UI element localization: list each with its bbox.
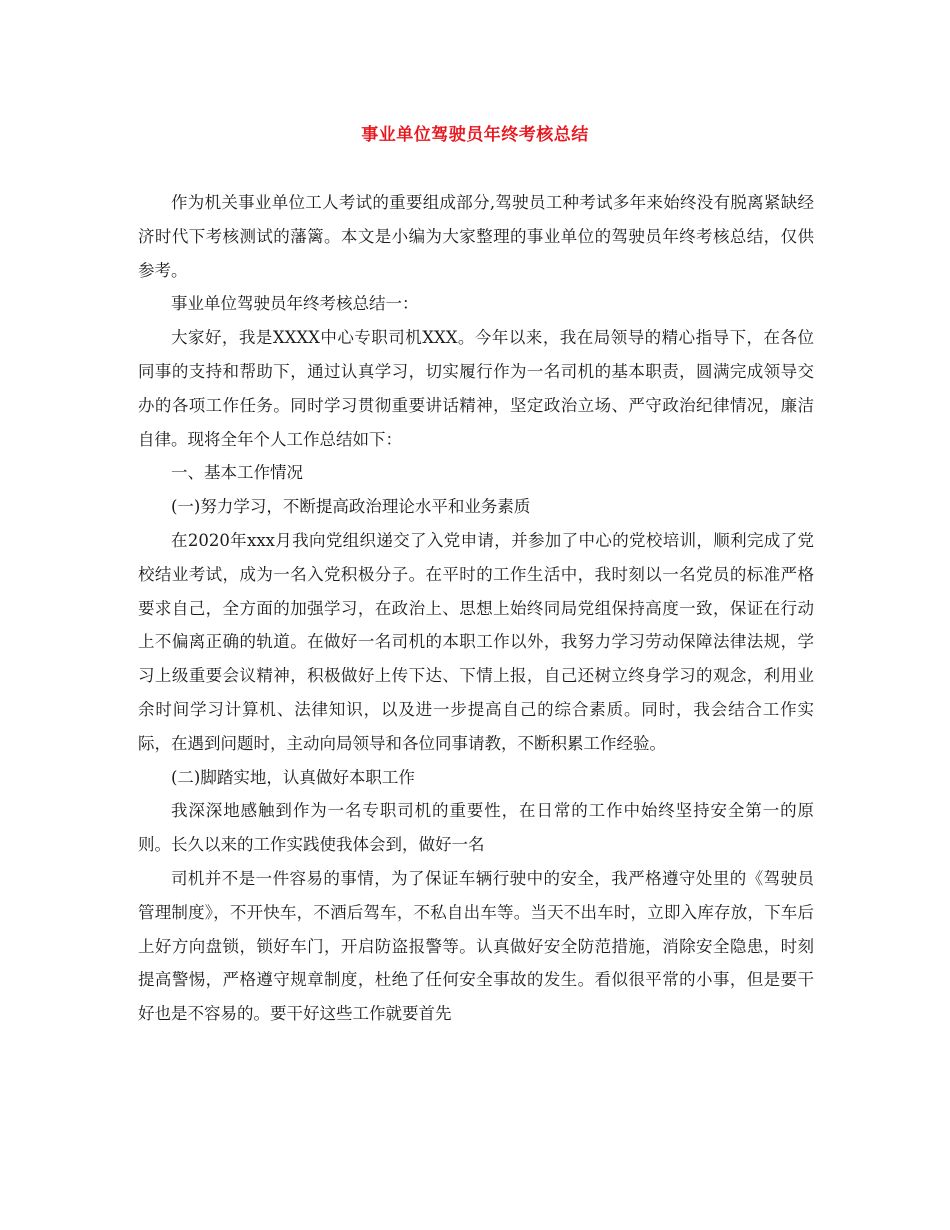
paragraph-safety-intro: 我深深地感触到作为一名专职司机的重要性，在日常的工作中始终坚持安全第一的原则。长久以来的工作实践使我体会到，做好一名	[138, 801, 814, 855]
document-title: 事业单位驾驶员年终考核总结	[361, 125, 589, 145]
paragraph-intro: 作为机关事业单位工人考试的重要组成部分,驾驶员工种考试多年来始终没有脱离紧缺经济时代下考核测试的藩篱。本文是小编为大家整理的事业单位的驾驶员年终考核总结，仅供参考。	[138, 193, 814, 280]
document-body	[138, 186, 814, 1031]
paragraph-section-heading: 事业单位驾驶员年终考核总结一：	[171, 294, 419, 314]
paragraph-safety-details: 司机并不是一件容易的事情，为了保证车辆行驶中的安全，我严格遵守处里的《驾驶员管理制度》，不开快车，不酒后驾车，不私自出车等。当天不出车时，立即入库存放，下车后上好方向盘锁，锁好车门，开启防盗报警等。认真做好安全防范措施，消除安全隐患，时刻提高警惕，严格遵守规章制度，杜绝了任何安全事故的发生。看似很平常的小事，但是要干好也是不容易的。要干好这些工作就要首先	[138, 868, 814, 1024]
paragraph-study-details: 在2020年xxx月我向党组织递交了入党申请，并参加了中心的党校培训，顺利完成了党校结业考试，成为一名入党积极分子。在平时的工作生活中，我时刻以一名党员的标准严格要求自己，全方面的加强学习，在政治上、思想上始终同局党组保持高度一致，保证在行动上不偏离正确的轨道。在做好一名司机的本职工作以外，我努力学习劳动保障法律法规，学习上级重要会议精神，积极做好上传下达、下情上报，自己还树立终身学习的观念，利用业余时间学习计算机、法律知识，以及进一步提高自己的综合素质。同时，我会结合工作实际，在遇到问题时，主动向局领导和各位同事请教，不断积累工作经验。	[138, 530, 814, 753]
paragraph-subheading-work: (二)脚踏实地，认真做好本职工作	[171, 767, 415, 787]
paragraph-heading-basic-work: 一、基本工作情况	[171, 463, 303, 483]
paragraph-greeting: 大家好，我是XXXX中心专职司机XXX。今年以来，我在局领导的精心指导下，在各位同事的支持和帮助下，通过认真学习，切实履行作为一名司机的基本职责，圆满完成领导交办的各项工作任务。同时学习贯彻重要讲话精神，坚定政治立场、严守政治纪律情况，廉洁自律。现将全年个人工作总结如下：	[138, 328, 814, 449]
paragraph-subheading-study: (一)努力学习，不断提高政治理论水平和业务素质	[171, 497, 531, 517]
